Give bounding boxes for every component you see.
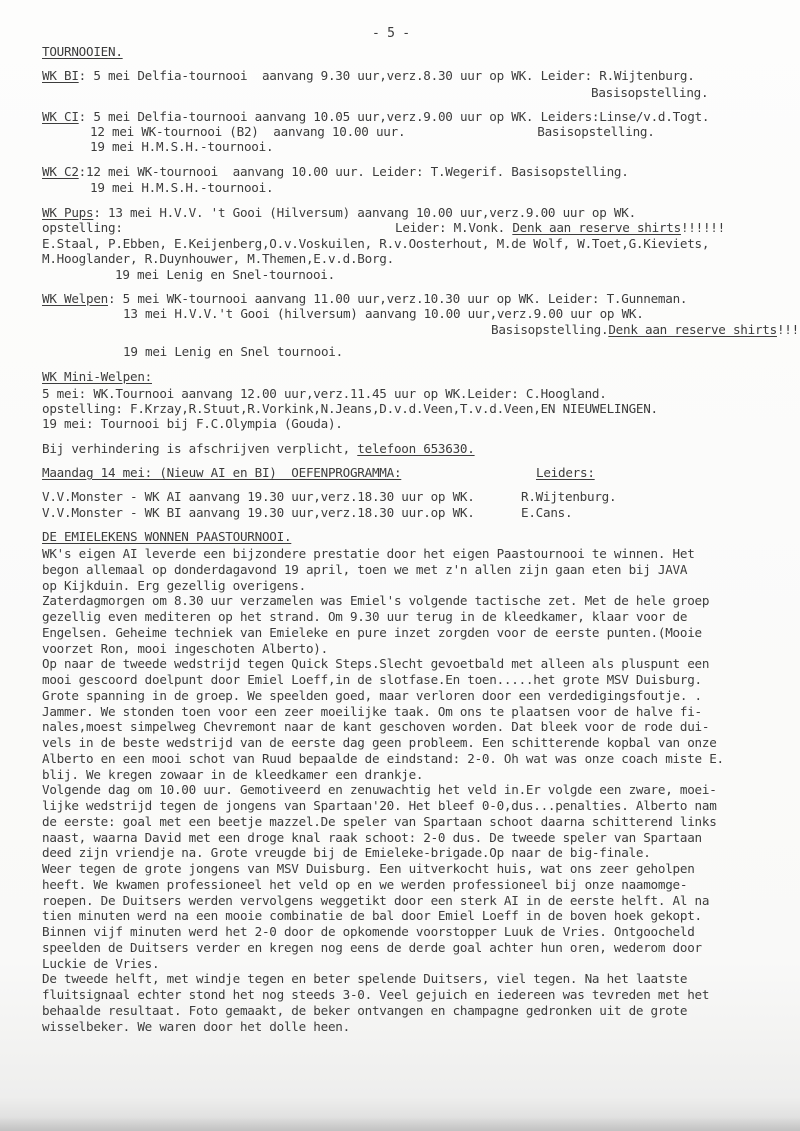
article-line: op Kijkduin. Erg gezellig overigens. <box>42 577 306 593</box>
wk-pups-line-5: 19 mei Lenig en Snel-tournooi. <box>115 267 335 282</box>
team-label-wk-mini-welpen: WK Mini-Welpen: <box>42 369 152 384</box>
article-line: begon allemaal op donderdagavond 19 april, toen we met z'n allen zijn gaan eten bij JAVA <box>42 561 688 577</box>
article-line: speelden de Duitsers verder en kregen nog eens de derde goal achter hun oren, wederom door <box>42 939 702 955</box>
wk-ci-line-1: WK CI: 5 mei Delfia-tournooi aanvang 10.05 uur,verz.9.00 uur op WK. Leiders:Linse/v.d.Togt. <box>42 109 710 124</box>
wk-welpen-line-3: Basisopstelling.Denk aan reserve shirts!!! <box>491 322 799 337</box>
article-line: wisselbeker. We waren door het dolle heen. <box>42 1018 350 1034</box>
article-line: gezellig even mediteren op het strand. Om 9.30 uur terug in de kleedkamer, klaar voor de <box>42 609 688 624</box>
article-line: Zaterdagmorgen om 8.30 uur verzamelen was Emiel's volgende tactische zet. Met de hele groep <box>42 593 710 609</box>
wk-pups-line-4: M.Hooglander, R.Duynhouwer, M.Themen,E.v.d.Borg. <box>42 251 394 266</box>
wk-pups-line-1: WK Pups: 13 mei H.V.V. 't Gooi (Hilversum) aanvang 10.00 uur,verz.9.00 uur op WK. <box>42 205 636 220</box>
wk-bi-line-2: Basisopstelling. <box>591 85 709 100</box>
article-line: Luckie de Vries. <box>42 955 160 971</box>
training-row-match: V.V.Monster - WK AI aanvang 19.30 uur,verz.18.30 uur op WK. <box>42 489 475 504</box>
wk-pups-line-2a: opstelling: <box>42 220 123 235</box>
article-line: deed zijn vriendje na. Grote vreugde bij de Emieleke-brigade.Op naar de big-finale. <box>42 845 651 861</box>
article-line: WK's eigen AI leverde een bijzondere prestatie door het eigen Paastournooi te winnen. Het <box>42 546 695 561</box>
wk-welpen-line-1: WK Welpen: 5 mei WK-tournooi aanvang 11.00 uur,verz.10.30 uur op WK. Leider: T.Gunneman. <box>42 291 688 306</box>
article-line: Jammer. We stonden toen voor een zeer moeilijke taak. Om ons te plaatsen voor de halve fi- <box>42 703 702 719</box>
training-header: Maandag 14 mei: (Nieuw AI en BI) OEFENPROGRAMMA: <box>42 465 402 480</box>
article-line: nales,moest simpelweg Chevremont naar de kant geschoven worden. Dat bleek voor de rode dui- <box>42 719 710 735</box>
article-line: voorzet Ron, mooi ingeschoten Alberto). <box>42 640 328 656</box>
team-label-wk-welpen: WK Welpen <box>42 291 108 306</box>
article-line: Weer tegen de grote jongens van MSV Duisburg. Een uitverkocht huis, wat ons zeer geholpen <box>42 861 695 876</box>
article-line: De tweede helft, met windje tegen en beter spelende Duitsers, viel tegen. Na het laatste <box>42 971 688 987</box>
article-line: behaalde resultaat. Foto gemaakt, de beker ontvangen en champagne gedronken uit de grote <box>42 1002 688 1018</box>
page-fold-shadow <box>0 1117 800 1131</box>
reserve-shirts-reminder: Denk aan reserve shirts <box>512 220 681 235</box>
article-line: Op naar de tweede wedstrijd tegen Quick Steps.Slecht gevoetbald met alleen als pluspunt een <box>42 656 710 672</box>
article-line: fluitsignaal echter stond het nog steeds 3-0. Veel gejuich en iedereen was tevreden met het <box>42 987 710 1002</box>
page-number: - 5 - <box>372 26 410 41</box>
wk-c2-line-2: 19 mei H.M.S.H.-tournooi. <box>90 180 274 195</box>
wk-mini-welpen-line-3: 19 mei: Tournooi bij F.C.Olympia (Gouda). <box>42 416 343 431</box>
wk-pups-line-2b: Leider: M.Vonk. Denk aan reserve shirts!!!!!! <box>395 220 725 235</box>
article-line: Grote spanning in de groep. We speelden goed, maar verloren door een verdedigingsfoutje. . <box>42 687 702 703</box>
team-label-wk-ci: WK CI <box>42 109 79 124</box>
article-title: DE EMIELEKENS WONNEN PAASTOURNOOI. <box>42 529 292 544</box>
absence-notice: Bij verhindering is afschrijven verplicht, telefoon 653630. <box>42 441 475 456</box>
team-label-wk-bi: WK BI <box>42 68 79 83</box>
phone-number: telefoon 653630. <box>357 441 475 456</box>
article-line: heeft. We kwamen professioneel het veld op en we werden professioneel bij onze naamomge- <box>42 876 688 892</box>
article-line: Engelsen. Geheime techniek van Emieleke en pure inzet zorgden voor de eerste punten.(Mooie <box>42 624 702 640</box>
team-label-wk-c2: WK C2 <box>42 164 79 179</box>
wk-pups-line-3: E.Staal, P.Ebben, E.Keijenberg,O.v.Voskuilen, R.v.Oosterhout, M.de Wolf, W.Toet,G.Kieviets, <box>42 236 710 251</box>
wk-welpen-line-4: 19 mei Lenig en Snel tournooi. <box>123 344 343 359</box>
article-line: blij. We kregen zowaar in de kleedkamer een drankje. <box>42 766 424 782</box>
article-line: vels in de beste wedstrijd van de eerste dag geen probleem. Een schitterende kopbal van onze <box>42 735 717 750</box>
section-heading-tournaments: TOURNOOIEN. <box>42 44 123 59</box>
wk-ci-line-2: 12 mei WK-tournooi (B2) aanvang 10.00 uur. Basisopstelling. <box>90 124 655 139</box>
article-line: naast, waarna David met een droge knal raak schoot: 2-0 dus. De tweede speler van Spartaan <box>42 829 702 845</box>
training-row-match: V.V.Monster - WK BI aanvang 19.30 uur,verz.18.30 uur.op WK. <box>42 505 475 520</box>
wk-bi-line-1: WK BI: 5 mei Delfia-tournooi aanvang 9.30 uur,verz.8.30 uur op WK. Leider: R.Wijtenburg. <box>42 68 695 83</box>
article-line: mooi gescoord doelpunt door Emiel Loeff,in de slotfase.En toen.....het grote MSV Duisburg. <box>42 672 702 687</box>
wk-c2-line-1: WK C2:12 mei WK-tournooi aanvang 10.00 uur. Leider: T.Wegerif. Basisopstelling. <box>42 164 629 179</box>
article-line: Alberto en een mooi schot van Ruud bepaalde de eindstand: 2-0. Oh wat was onze coach miste E. <box>42 750 724 766</box>
training-row-leader: R.Wijtenburg. <box>521 489 617 504</box>
training-row-leader: E.Cans. <box>521 505 573 520</box>
wk-mini-welpen-line-2: opstelling: F.Krzay,R.Stuut,R.Vorkink,N.Jeans,D.v.d.Veen,T.v.d.Veen,EN NIEUWELINGEN. <box>42 401 658 416</box>
training-leaders-label: Leiders: <box>536 465 595 480</box>
team-label-wk-pups: WK Pups <box>42 205 94 220</box>
article-line: lijke wedstrijd tegen de jongens van Spartaan'20. Het bleef 0-0,dus...penalties. Alberto nam <box>42 798 717 813</box>
article-line: Volgende dag om 10.00 uur. Gemotiveerd en zenuwachtig het veld in.Er volgde een zware, moei- <box>42 782 717 798</box>
wk-ci-line-3: 19 mei H.M.S.H.-tournooi. <box>90 139 274 154</box>
article-line: de eerste: goal met een beetje mazzel.De speler van Spartaan schoot daarna schitterend links <box>42 813 717 829</box>
article-line: tien minuten werd na een mooie combinatie de bal door Emiel Loeff in de boven hoek gekopt. <box>42 908 702 924</box>
reserve-shirts-reminder: Denk aan reserve shirts <box>608 322 777 337</box>
article-line: Binnen vijf minuten werd het 2-0 door de opkomende voorstopper Luuk de Vries. Ontgoocheld <box>42 924 695 939</box>
article-line: roepen. De Duitsers werden vervolgens weggetikt door een sterk AI in de eerste helft. Al na <box>42 892 710 908</box>
wk-mini-welpen-line-1: 5 mei: WK.Tournooi aanvang 12.00 uur,verz.11.45 uur op WK.Leider: C.Hoogland. <box>42 386 607 401</box>
wk-welpen-line-2: 13 mei H.V.V.'t Gooi (hilversum) aanvang 10.00 uur,verz.9.00 uur op WK. <box>123 306 644 321</box>
